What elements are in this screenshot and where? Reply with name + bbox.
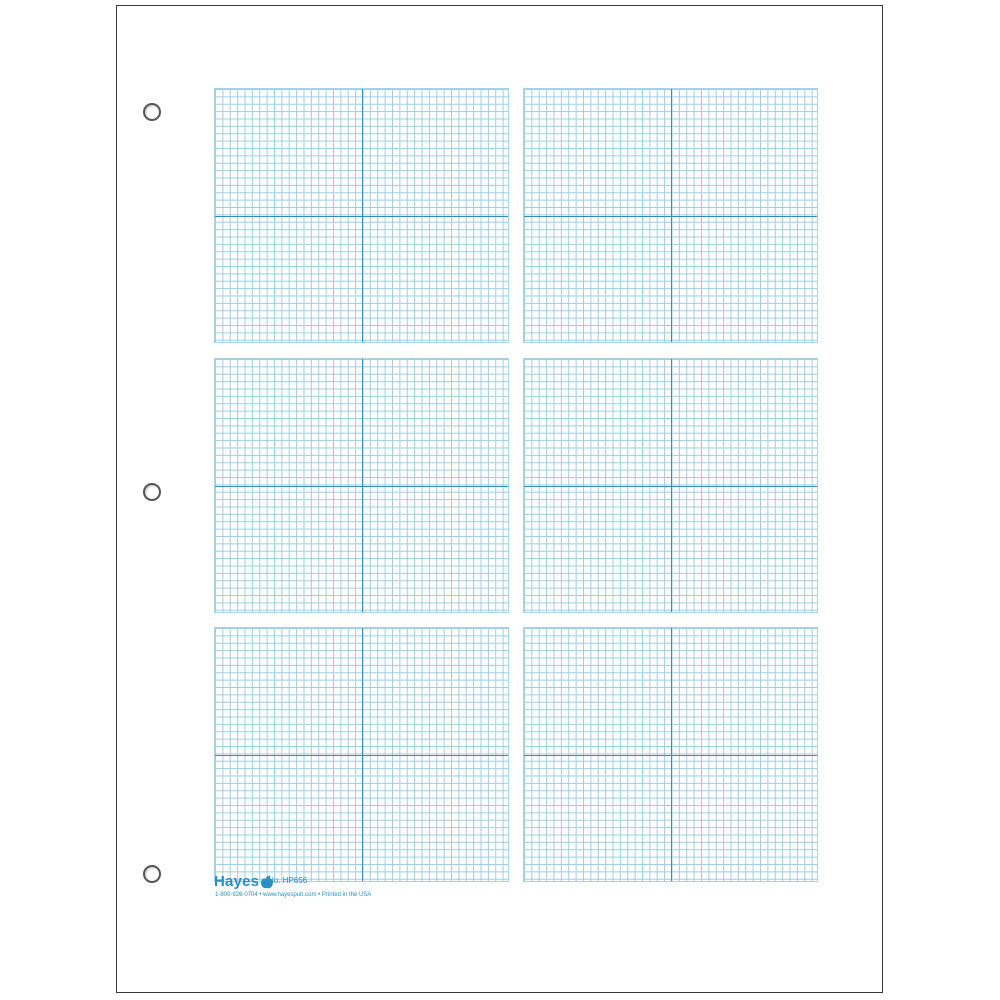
grid-5-x-axis	[215, 755, 508, 756]
grid-4-x-axis	[524, 486, 817, 487]
graph-grid-5	[214, 627, 509, 882]
binder-hole-bottom-icon	[143, 865, 161, 883]
graph-grid-4	[523, 358, 818, 613]
brand-name: Hayes	[214, 873, 260, 890]
brand-logo	[214, 873, 275, 890]
grid-1-x-axis	[215, 216, 508, 217]
grid-2-x-axis	[524, 216, 817, 217]
product-number: No. HP656	[268, 876, 308, 885]
graph-grid-1	[214, 88, 509, 343]
graph-grid-6	[523, 627, 818, 882]
graph-grid-3	[214, 358, 509, 613]
binder-hole-top-icon	[143, 103, 161, 121]
graph-grid-2	[523, 88, 818, 343]
binder-hole-middle-icon	[143, 483, 161, 501]
grid-6-x-axis	[524, 755, 817, 756]
grid-3-x-axis	[215, 486, 508, 487]
contact-line: 1-800-926-0704 • www.hayespub.com • Printed in the USA	[215, 892, 372, 898]
apple-icon: 🍎︎	[259, 875, 275, 889]
